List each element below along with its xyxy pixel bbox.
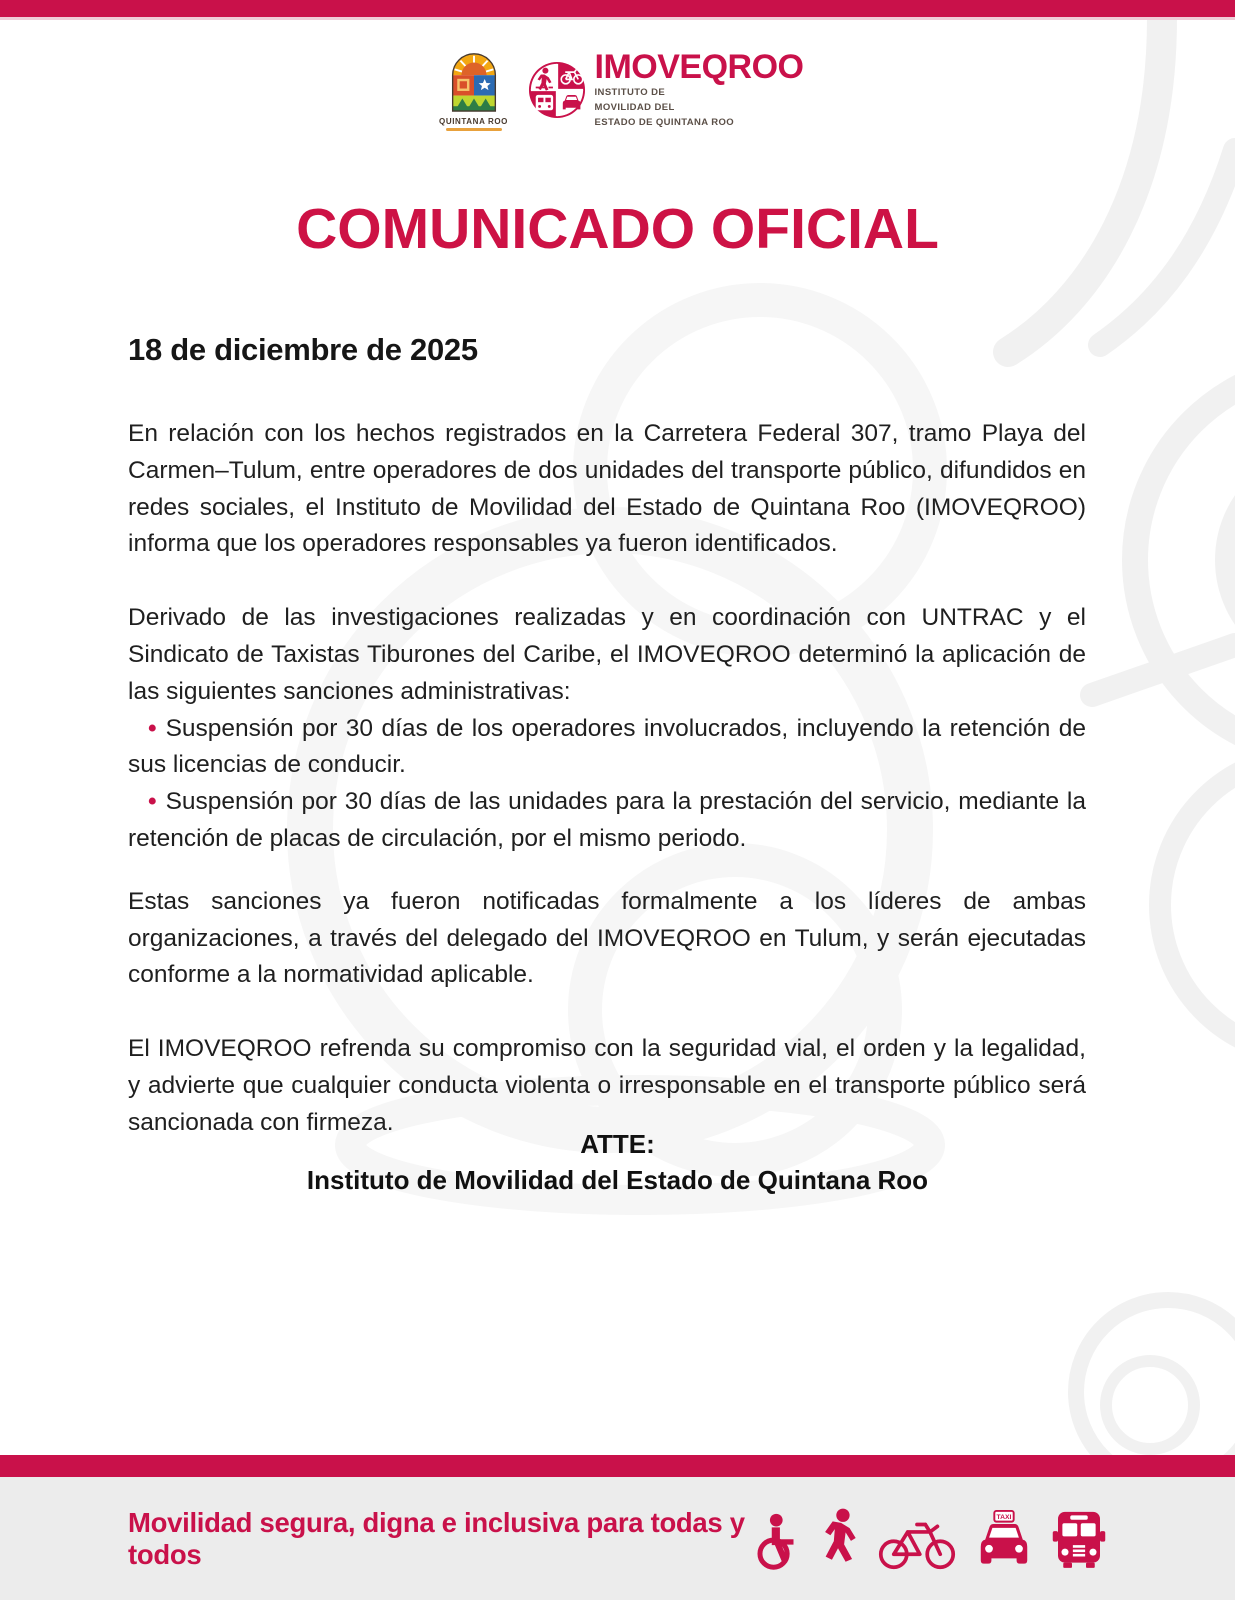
footer-slogan: Movilidad segura, digna e inclusiva para todas y todos [128,1506,745,1570]
wheelchair-icon [751,1512,807,1570]
body-content [128,332,1086,1142]
header [0,48,1235,131]
footer [0,1477,1235,1600]
bullet-item-2 [128,784,1086,858]
imoveqroo-wordmark [595,50,804,129]
bullet-dot: • [148,788,157,816]
paragraph-3: Estas sanciones ya fueron notificadas formalmente a los líderes de ambas organizaciones, a través del delegado del IMOVEQROO en Tulum, y serán ejecutadas conforme a la normatividad aplicable. [128,887,1086,989]
quintana-roo-logo [432,48,516,131]
imoveqroo-subtitle-line1: INSTITUTO DE [594,87,666,98]
footer-transport-icons [751,1508,1107,1570]
imoveqroo-subtitle-line3: ESTADO DE QUINTANA ROO [594,117,735,128]
imoveqroo-logo [528,50,804,129]
signature-organization: Instituto de Movilidad del Estado de Quintana Roo [306,1165,929,1195]
footer-border-band [0,1455,1235,1477]
signature-block [0,1126,1235,1198]
imoveqroo-name: IMOVEQROO [594,48,804,86]
imoveqroo-circle-icon [528,61,586,119]
paragraph-2: Derivado de las investigaciones realizadas y en coordinación con UNTRAC y el Sindicato de Taxistas Tiburones del Caribe, el IMOVEQROO determinó la aplicación de las siguientes sanciones administrativas: [128,604,1086,705]
paragraph-1: En relación con los hechos registrados en la Carretera Federal 307, tramo Playa del Carmen–Tulum, entre operadores de dos unidades del transporte público, difundidos en redes sociales, el Instituto de Movilidad del Estado de Quintana Roo (IMOVEQROO) informa que los operadores responsables ya fueron identificados. [128,420,1086,558]
taxi-sign-label: TAXI [996,1513,1012,1521]
bullet-item-1-text: Suspensión por 30 días de los operadores involucrados, incluyendo la retención de sus licencias de conducir. [128,714,1086,779]
bullet-item-1 [128,711,1086,785]
signature-atte: ATTE: [580,1129,655,1159]
quintana-roo-shield-icon [440,48,508,114]
bullet-dot: • [148,714,157,742]
top-border-band [0,0,1235,20]
quintana-roo-caption: QUINTANA ROO [439,117,508,126]
pedestrian-icon [823,1508,861,1570]
bullet-item-2-text: Suspensión por 30 días de las unidades para la prestación del servicio, mediante la retención de placas de circulación, por el mismo periodo. [128,788,1086,852]
bicycle-icon [877,1518,957,1570]
page-title: COMUNICADO OFICIAL [296,197,939,261]
quintana-roo-underline [446,128,502,131]
taxi-icon [973,1510,1035,1570]
bus-icon [1051,1508,1107,1570]
imoveqroo-subtitle-line2: MOVILIDAD DEL [594,102,675,113]
date: 18 de diciembre de 2025 [128,332,478,367]
paragraph-4: El IMOVEQROO refrenda su compromiso con la seguridad vial, el orden y la legalidad, y advierte que cualquier conducta violenta o irresponsable en el transporte público será sancionada con firmeza. [128,1035,1086,1136]
